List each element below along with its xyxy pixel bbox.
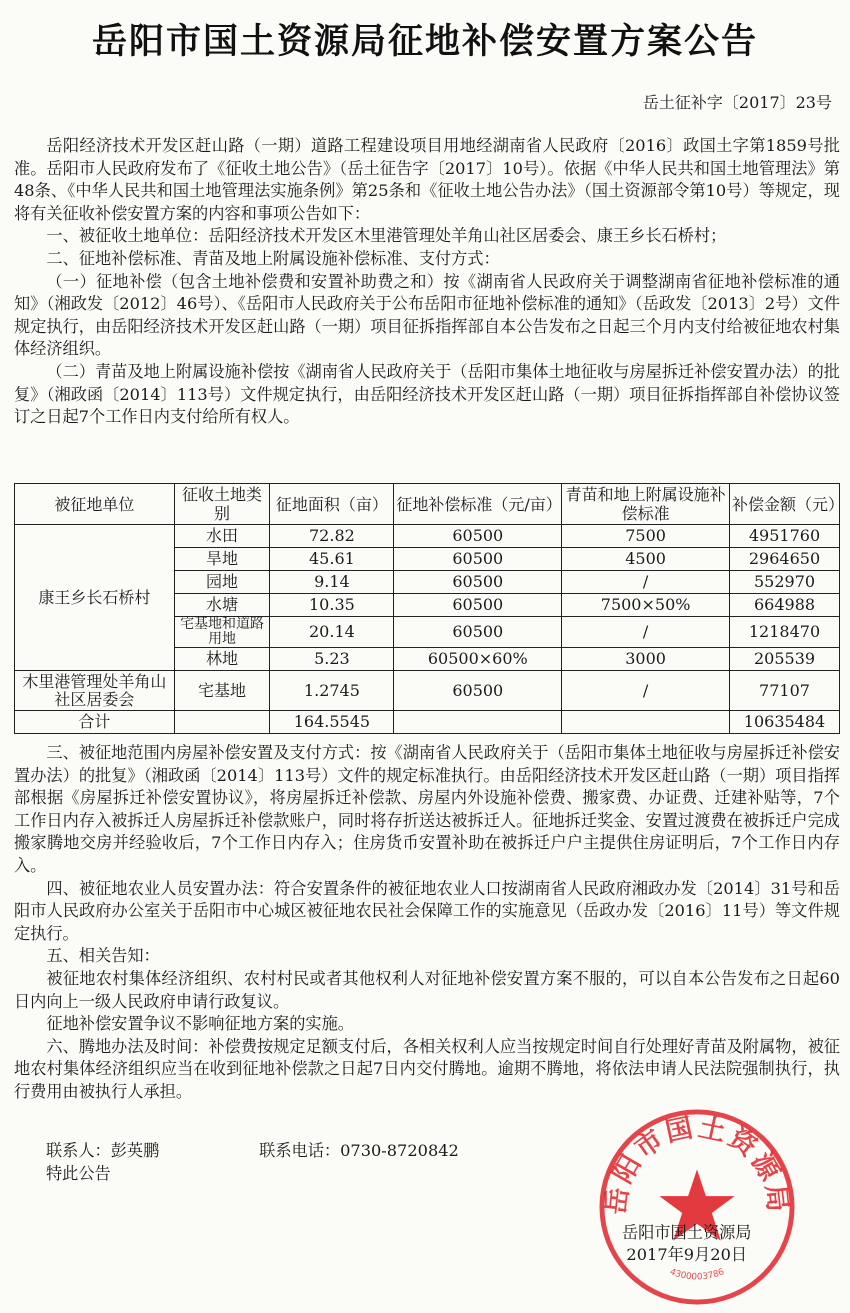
table-cell: /: [562, 617, 730, 648]
total-row: [15, 711, 840, 734]
table-cell: 77107: [730, 671, 840, 711]
signature-block: [622, 1222, 752, 1266]
table-cell: 旱地: [174, 548, 270, 571]
section-one: 一、被征收土地单位：岳阳经济技术开发区木里港管理处羊角山社区居委会、康王乡长石桥村；: [46, 226, 727, 246]
contact-person: 联系人：彭英鹏: [46, 1141, 160, 1160]
header-area: 征地面积（亩）: [270, 484, 394, 525]
total-area: 164.5545: [270, 711, 394, 734]
header-crop-standard: 青苗和地上附属设施补偿标准: [562, 484, 730, 525]
table-cell: 72.82: [270, 525, 394, 548]
table-cell: 60500: [394, 671, 562, 711]
table-cell: 9.14: [270, 571, 394, 594]
table-cell: 1218470: [730, 617, 840, 648]
table-cell: 7500: [562, 525, 730, 548]
table-cell: 4500: [562, 548, 730, 571]
table-cell: 1.2745: [270, 671, 394, 711]
header-amount: 补偿金额（元）: [730, 484, 840, 525]
table-cell: 205539: [730, 648, 840, 671]
table-cell: /: [562, 571, 730, 594]
header-unit: 被征地单位: [15, 484, 175, 525]
section-two-part-one: （一）征地补偿（包含土地补偿费和安置补助费之和）按《湖南省人民政府关于调整湖南省征地补偿标准的通知》（湘政发〔2012〕46号）、《岳阳市人民政府关于公布岳阳市征地补偿标准的通知》（岳政发〔2013〕2号）文件规定执行，由岳阳经济技术开发区赶山路（一期）项目征拆指挥部自本公告发布之日起三个月内支付给被征地农村集体经济组织。: [14, 271, 840, 359]
table-cell: [174, 711, 270, 734]
document-number: 岳土征补字〔2017〕23号: [642, 93, 832, 112]
body-upper: [14, 135, 840, 429]
table-cell: 水田: [174, 525, 270, 548]
table-cell: 林地: [174, 648, 270, 671]
closing-text: 特此公告: [46, 1163, 111, 1183]
table-cell: 60500: [394, 571, 562, 594]
table-cell: 宅基地: [174, 671, 270, 711]
table-cell: 60500: [394, 548, 562, 571]
header-standard: 征地补偿标准（元/亩）: [394, 484, 562, 525]
table-cell: 4951760: [730, 525, 840, 548]
body-lower: [14, 742, 840, 1104]
table-cell: 10.35: [270, 594, 394, 617]
compensation-table: [14, 483, 845, 734]
section-two-part-two: （二）青苗及地上附属设施补偿按《湖南省人民政府关于（岳阳市集体土地征收与房屋拆迁补偿安置办法）的批复》（湘政函〔2014〕113号）文件规定执行，由岳阳经济技术开发区赶山路（一期）项目征拆指挥部自补偿协议签订之日起7个工作日内支付给所有权人。: [14, 361, 840, 427]
table-cell: 20.14: [270, 617, 394, 648]
table-cell: 60500: [394, 594, 562, 617]
signature-org: 岳阳市国土资源局: [622, 1223, 752, 1242]
table-row: [15, 525, 840, 548]
section-three: 三、被征地范围内房屋补偿安置及支付方式：按《湖南省人民政府关于（岳阳市集体土地征收与房屋拆迁补偿安置办法）的批复》（湘政函〔2014〕113号）文件的规定标准执行。由岳阳经济技术开发区赶山路（一期）项目指挥部根据《房屋拆迁补偿安置协议》，将房屋拆迁补偿款、房屋内外设施补偿费、搬家费、办证费、迁建补贴等，7个工作日内存入被拆迁人房屋拆迁补偿款账户，同时将存折送达被拆迁人。征地拆迁奖金、安置过渡费在被拆迁户完成搬家腾地交房并经验收后，7个工作日内存入；住房货币安置补助在被拆迁户户主提供住房证明后，7个工作日内存入。: [14, 743, 840, 875]
section-two-heading: 二、征地补偿标准、青苗及地上附属设施补偿标准、支付方式：: [46, 248, 500, 268]
table-row: [15, 671, 840, 711]
unit-cell: 木里港管理处羊角山社区居委会: [15, 671, 175, 711]
table-cell: [394, 711, 562, 734]
table-cell: [562, 711, 730, 734]
table-cell: 60500×60%: [394, 648, 562, 671]
table-cell: 2964650: [730, 548, 840, 571]
table-cell: 60500: [394, 617, 562, 648]
svg-text:4300003786: 4300003786: [668, 1267, 726, 1283]
table-cell: 3000: [562, 648, 730, 671]
table-cell: 5.23: [270, 648, 394, 671]
table-cell: 60500: [394, 525, 562, 548]
table-cell: 7500×50%: [562, 594, 730, 617]
table-header-row: [15, 484, 840, 525]
signature-date: 2017年9月20日: [626, 1245, 748, 1264]
header-land-type: 征收土地类别: [174, 484, 270, 525]
total-amount: 10635484: [730, 711, 840, 734]
svg-text:岳阳市国土资源局: 岳阳市国土资源局: [600, 1111, 794, 1217]
page-title: 岳阳市国土资源局征地补偿安置方案公告: [91, 22, 758, 62]
section-five-heading: 五、相关告知：: [46, 946, 160, 966]
table-cell: 552970: [730, 571, 840, 594]
intro-paragraph: 岳阳经济技术开发区赶山路（一期）道路工程建设项目用地经湖南省人民政府〔2016〕政国土字第1859号批准。岳阳市人民政府发布了《征收土地公告》（岳土征告字〔2017〕10号）。依据《中华人民共和国土地管理法》第48条、《中华人民共和国土地管理法实施条例》第25条和《征收土地公告办法》（国土资源部令第10号）等规定，现将有关征收补偿安置方案的内容和事项公告如下：: [14, 136, 840, 223]
section-four: 四、被征地农业人员安置办法：符合安置条件的被征地农业人口按湖南省人民政府湘政办发〔2014〕31号和岳阳市人民政府办公室关于岳阳市中心城区被征地农民社会保障工作的实施意见（岳政办发〔2016〕11号）等文件规定执行。: [14, 878, 840, 943]
table-cell: /: [562, 671, 730, 711]
section-five-dispute: 征地补偿安置争议不影响征地方案的实施。: [46, 1014, 354, 1034]
table-cell: 45.61: [270, 548, 394, 571]
official-seal-icon: [598, 1108, 796, 1306]
total-label: 合计: [15, 711, 175, 734]
unit-cell: 康王乡长石桥村: [15, 525, 175, 671]
table-cell: 园地: [174, 571, 270, 594]
contact-phone: 联系电话：0730-8720842: [259, 1141, 459, 1160]
section-six: 六、腾地办法及时间：补偿费按规定足额支付后，各相关权利人应当按规定时间自行处理好青苗及附属物，被征地农村集体经济组织应当在收到征地补偿款之日起7日内交付腾地。逾期不腾地，将依法申请人民法院强制执行，执行费用由被执行人承担。: [14, 1036, 840, 1101]
section-five-notice: 被征地农村集体经济组织、农村村民或者其他权利人对征地补偿安置方案不服的，可以自本公告发布之日起60日内向上一级人民政府申请行政复议。: [14, 968, 840, 1011]
table-cell: 宅基地和道路用地: [174, 617, 270, 648]
table-cell: 664988: [730, 594, 840, 617]
table-cell: 水塘: [174, 594, 270, 617]
contact-block: [46, 1140, 459, 1185]
